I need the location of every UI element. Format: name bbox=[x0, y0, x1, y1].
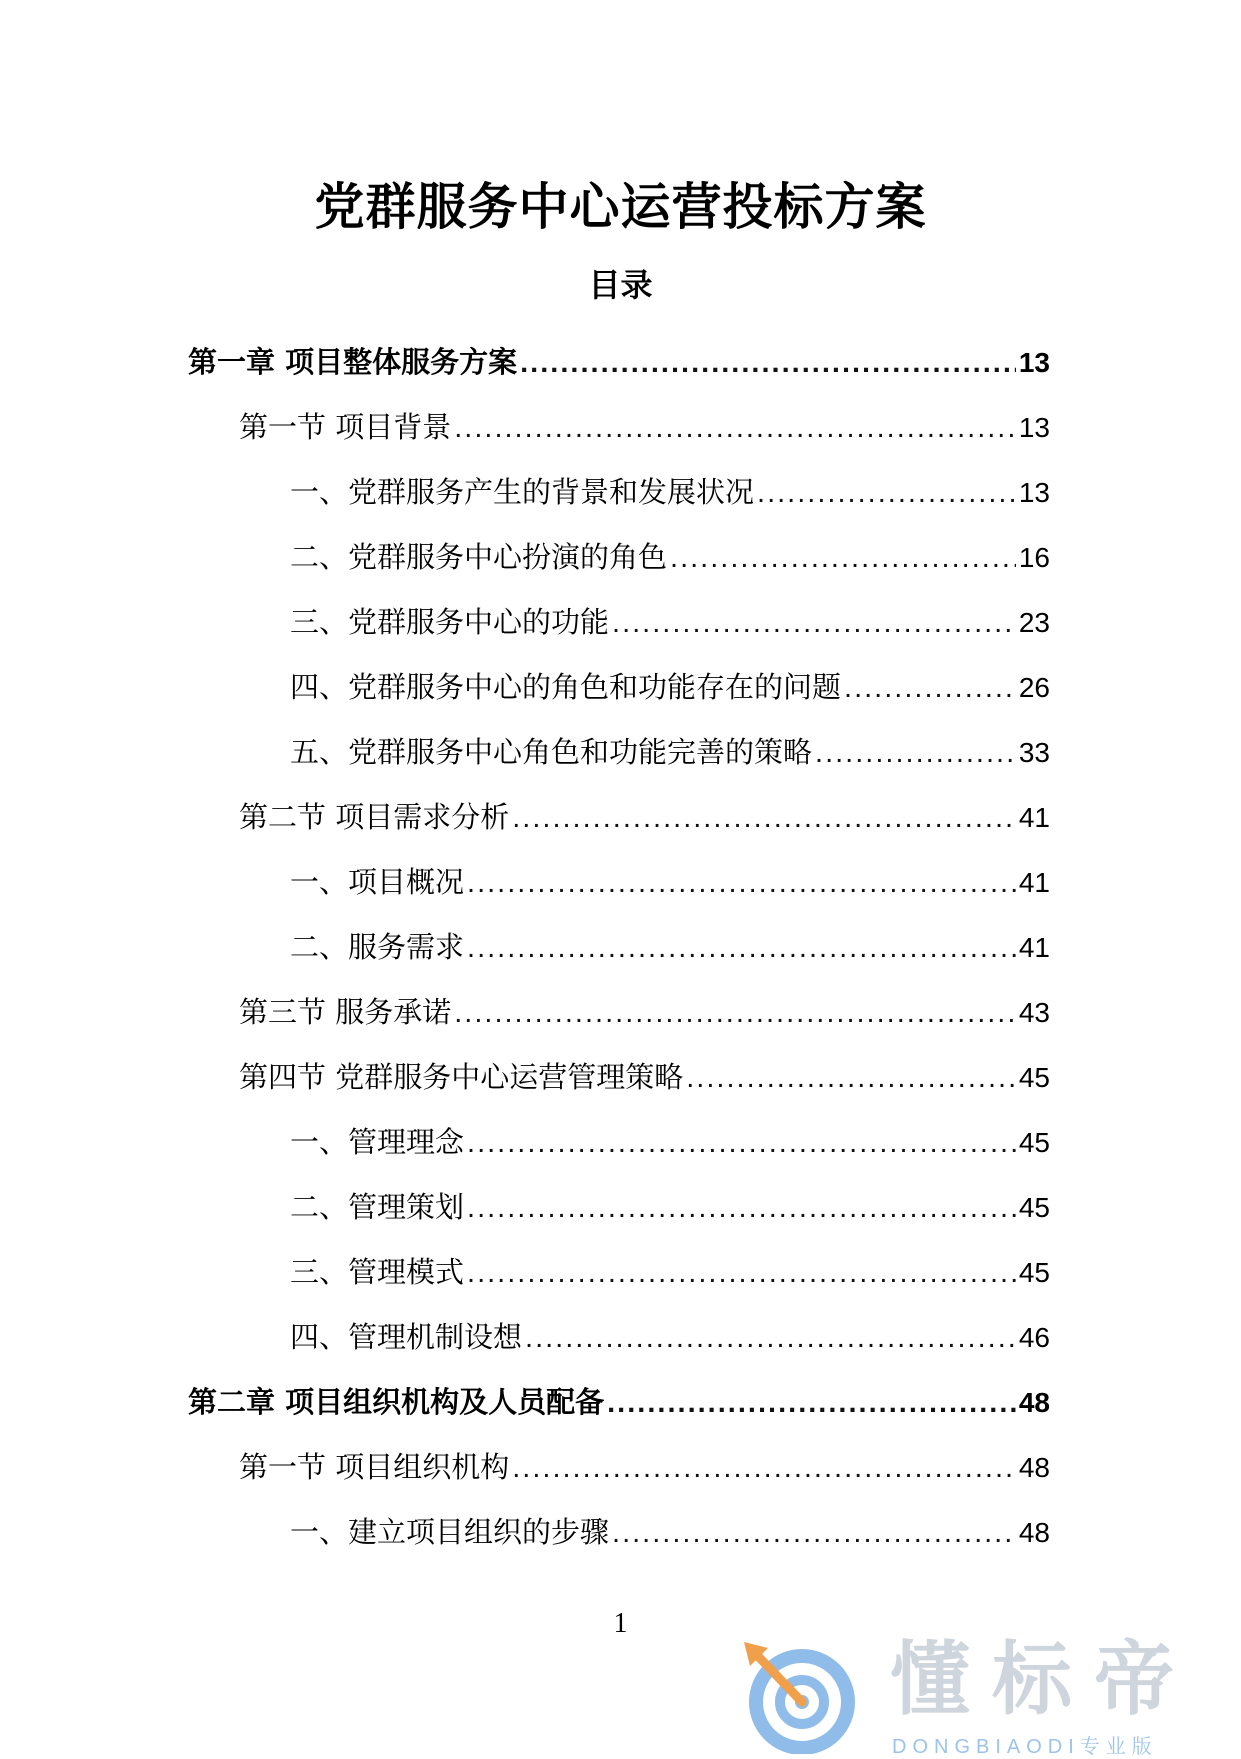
toc-entry[interactable] bbox=[188, 850, 1050, 915]
table-of-contents bbox=[188, 330, 1050, 1565]
toc-entry-page: 46 bbox=[1018, 1322, 1050, 1353]
toc-dot-leader bbox=[815, 721, 1016, 786]
toc-dot-leader bbox=[467, 1111, 1016, 1176]
toc-entry[interactable] bbox=[188, 785, 1050, 850]
toc-dot-leader bbox=[612, 591, 1016, 656]
toc-entry-page: 16 bbox=[1018, 542, 1050, 573]
toc-entry-label: 二、党群服务中心扮演的角色 bbox=[290, 540, 668, 574]
toc-entry[interactable] bbox=[188, 1500, 1050, 1565]
toc-entry-page: 48 bbox=[1018, 1517, 1050, 1548]
toc-entry-page: 13 bbox=[1018, 347, 1050, 378]
toc-entry-label: 第二节 项目需求分析 bbox=[239, 800, 510, 834]
toc-entry-label: 三、党群服务中心的功能 bbox=[290, 605, 610, 639]
toc-entry-page: 41 bbox=[1018, 802, 1050, 833]
toc-entry-label: 第三节 服务承诺 bbox=[239, 995, 452, 1029]
toc-entry-label: 二、管理策划 bbox=[290, 1190, 465, 1224]
toc-dot-leader bbox=[520, 331, 1016, 396]
toc-entry-label: 四、党群服务中心的角色和功能存在的问题 bbox=[290, 670, 842, 704]
toc-entry[interactable] bbox=[188, 1240, 1050, 1305]
page-number: 1 bbox=[613, 1608, 628, 1639]
toc-entry[interactable] bbox=[188, 1110, 1050, 1175]
toc-dot-leader bbox=[612, 1501, 1016, 1566]
toc-entry-page: 26 bbox=[1018, 672, 1050, 703]
toc-entry-page: 13 bbox=[1018, 412, 1050, 443]
toc-entry[interactable] bbox=[188, 1435, 1050, 1500]
toc-entry-page: 45 bbox=[1018, 1192, 1050, 1223]
toc-entry-label: 五、党群服务中心角色和功能完善的策略 bbox=[290, 735, 813, 769]
toc-dot-leader bbox=[512, 786, 1016, 851]
watermark-subtitle: DONGBIAODI专业版 bbox=[892, 1736, 1158, 1758]
watermark bbox=[740, 1630, 1230, 1758]
toc-entry[interactable] bbox=[188, 460, 1050, 525]
toc-entry[interactable] bbox=[188, 525, 1050, 590]
toc-entry[interactable] bbox=[188, 915, 1050, 980]
toc-entry[interactable] bbox=[188, 720, 1050, 785]
toc-entry-page: 41 bbox=[1018, 867, 1050, 898]
target-arrow-icon bbox=[740, 1638, 870, 1754]
toc-dot-leader bbox=[525, 1306, 1016, 1371]
toc-entry-page: 43 bbox=[1018, 997, 1050, 1028]
toc-entry-page: 45 bbox=[1018, 1127, 1050, 1158]
toc-entry-label: 四、管理机制设想 bbox=[290, 1320, 523, 1354]
toc-dot-leader bbox=[844, 656, 1016, 721]
toc-entry[interactable] bbox=[188, 1175, 1050, 1240]
toc-dot-leader bbox=[607, 1371, 1016, 1436]
toc-dot-leader bbox=[467, 916, 1016, 981]
toc-entry[interactable] bbox=[188, 395, 1050, 460]
toc-entry-label: 一、项目概况 bbox=[290, 865, 465, 899]
toc-entry-label: 第一节 项目背景 bbox=[239, 410, 452, 444]
toc-entry-page: 41 bbox=[1018, 932, 1050, 963]
toc-dot-leader bbox=[512, 1436, 1016, 1501]
toc-entry-label: 一、建立项目组织的步骤 bbox=[290, 1515, 610, 1549]
toc-entry-page: 33 bbox=[1018, 737, 1050, 768]
toc-entry-label: 一、党群服务产生的背景和发展状况 bbox=[290, 475, 755, 509]
toc-entry[interactable] bbox=[188, 1045, 1050, 1110]
toc-entry[interactable] bbox=[188, 980, 1050, 1045]
toc-dot-leader bbox=[467, 1241, 1016, 1306]
toc-entry-page: 48 bbox=[1018, 1452, 1050, 1483]
toc-dot-leader bbox=[757, 461, 1016, 526]
toc-entry[interactable] bbox=[188, 1370, 1050, 1435]
toc-entry-page: 48 bbox=[1018, 1387, 1050, 1418]
toc-entry-label: 第四节 党群服务中心运营管理策略 bbox=[239, 1060, 684, 1094]
toc-entry-label: 第一节 项目组织机构 bbox=[239, 1450, 510, 1484]
toc-entry-label: 三、管理模式 bbox=[290, 1255, 465, 1289]
toc-entry-page: 13 bbox=[1018, 477, 1050, 508]
toc-dot-leader bbox=[467, 851, 1016, 916]
toc-entry[interactable] bbox=[188, 655, 1050, 720]
toc-dot-leader bbox=[467, 1176, 1016, 1241]
toc-entry-page: 45 bbox=[1018, 1257, 1050, 1288]
toc-dot-leader bbox=[454, 396, 1016, 461]
toc-entry[interactable] bbox=[188, 590, 1050, 655]
toc-entry[interactable] bbox=[188, 330, 1050, 395]
toc-dot-leader bbox=[686, 1046, 1016, 1111]
watermark-brand: 懂标帝 bbox=[890, 1633, 1196, 1726]
toc-entry[interactable] bbox=[188, 1305, 1050, 1370]
toc-entry-page: 23 bbox=[1018, 607, 1050, 638]
toc-entry-label: 第一章 项目整体服务方案 bbox=[188, 345, 518, 379]
document-title: 党群服务中心运营投标方案 bbox=[314, 178, 927, 236]
toc-dot-leader bbox=[454, 981, 1016, 1046]
toc-entry-label: 第二章 项目组织机构及人员配备 bbox=[188, 1385, 605, 1419]
toc-entry-label: 一、管理理念 bbox=[290, 1125, 465, 1159]
toc-heading: 目录 bbox=[588, 266, 653, 304]
toc-dot-leader bbox=[670, 526, 1016, 591]
toc-entry-page: 45 bbox=[1018, 1062, 1050, 1093]
toc-entry-label: 二、服务需求 bbox=[290, 930, 465, 964]
